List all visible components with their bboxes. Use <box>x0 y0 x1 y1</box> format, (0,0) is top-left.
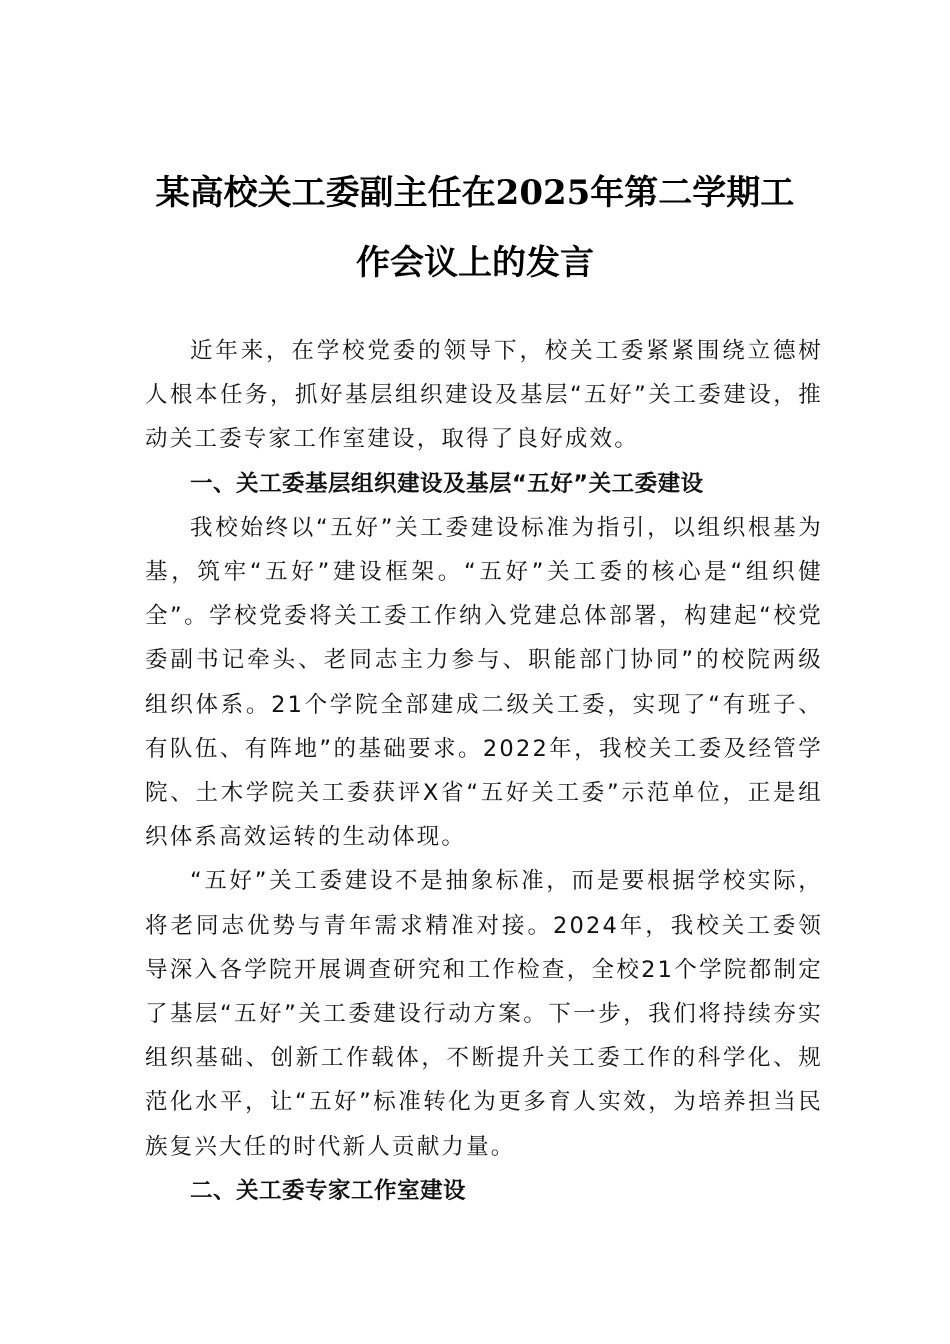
document-title <box>140 158 810 298</box>
title-line-2: 作会议上的发言 <box>356 243 594 283</box>
title-line-1: 某高校关工委副主任在2025年第二学期工 <box>155 173 795 213</box>
section-1-paragraph-1: 我校始终以“五好”关工委建设标准为指引，以组织根基为基，筑牢“五好”建设框架。“五好”关工委的核心是“组织健全”。学校党委将关工委工作纳入党建总体部署，构建起“校党委副书记牵头、老同志主力参与、职能部门协同”的校院两级组织体系。21个学院全部建成二级关工委，实现了“有班子、有队伍、有阵地”的基础要求。2022年，我校关工委及经管学院、土木学院关工委获评X省“五好关工委”示范单位，正是组织体系高效运转的生动体现。 <box>145 514 823 851</box>
section-1-paragraph-2: “五好”关工委建设不是抽象标准，而是要根据学校实际，将老同志优势与青年需求精准对接。2024年，我校关工委领导深入各学院开展调查研究和工作检查，全校21个学院都制定了基层“五好”关工委建设行动方案。下一步，我们将持续夯实组织基础、创新工作载体，不断提升关工委工作的科学化、规范化水平，让“五好”标准转化为更多育人实效，为培养担当民族复兴大任的时代新人贡献力量。 <box>145 868 823 1160</box>
section-1-heading: 一、关工委基层组织建设及基层“五好”关工委建设 <box>190 470 704 497</box>
document-body <box>145 329 823 1213</box>
intro-paragraph: 近年来，在学校党委的领导下，校关工委紧紧围绕立德树人根本任务，抓好基层组织建设及基层“五好”关工委建设，推动关工委专家工作室建设，取得了良好成效。 <box>145 338 823 453</box>
section-2-heading: 二、关工委专家工作室建设 <box>190 1177 467 1204</box>
